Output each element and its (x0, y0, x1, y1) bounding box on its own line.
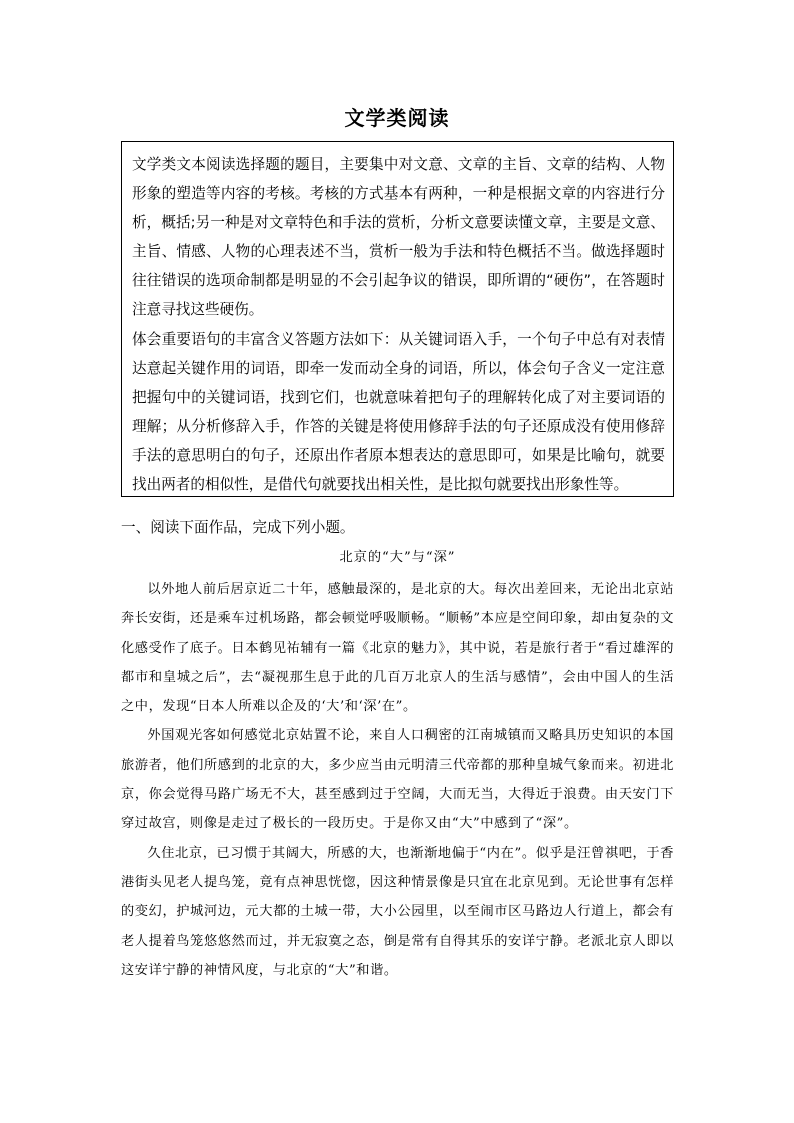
article-paragraph: 外国观光客如何感觉北京姑置不论，来自人口稠密的江南城镇而又略具历史知识的本国旅游者，他们所感到的北京的大，多少应当由元明清三代帝都的那种皇城气象而来。初进北京，你会觉得马路广场无不大，甚至感到过于空阔，大而无当，大得近于浪费。由天安门下穿过故宫，则像是走过了极长的一段历史。于是你又由“大”中感到了“深”。 (121, 728, 674, 832)
article (121, 545, 674, 985)
article-title: 北京的“大”与“深” (339, 550, 456, 565)
article-paragraph: 以外地人前后居京近二十年，感触最深的，是北京的大。每次出差回来，无论出北京站奔长安街，还是乘车过机场路，都会顿觉呼吸顺畅。“顺畅”本应是空间印象，却由复杂的文化感受作了底子。日本鹤见祐辅有一篇《北京的魅力》，其中说，若是旅行者于“看过雄浑的都市和皇城之后”，去“凝视那生息于此的几百万北京人的生活与感情”，会由中国人的生活之中，发现“日本人所难以企及的‘大’和‘深’在”。 (121, 582, 674, 715)
section-heading: 一、阅读下面作品，完成下列小题。 (121, 519, 355, 536)
article-paragraph: 久住北京，已习惯于其阔大，所感的大，也渐渐地偏于“内在”。似乎是汪曾祺吧，于香港街头见老人提鸟笼，竟有点神思恍惚，因这种情景像是只宜在北京见到。无论世事有怎样的变幻，护城河边，元大都的土城一带，大小公园里，以至闹市区马路边人行道上，都会有老人提着鸟笼悠悠然而过，并无寂寞之态，倒是常有自得其乐的安详宁静。老派北京人即以这安详宁静的神情风度，与北京的“大”和谐。 (121, 845, 674, 978)
intro-paragraph: 文学类文本阅读选择题的题目，主要集中对文意、文章的主旨、文章的结构、人物形象的塑造等内容的考核。考核的方式基本有两种，一种是根据文章的内容进行分析，概括;另一种是对文章特色和手法的赏析，分析文意要读懂文章，主要是文意、主旨、情感、人物的心理表述不当，赏析一般为手法和特色概括不当。做选择题时往往错误的选项命制都是明显的不会引起争议的错误，即所谓的“硬伤”，在答题时注意寻找这些硬伤。 (132, 156, 665, 319)
page-title: 文学类阅读 (344, 106, 450, 130)
intro-box (121, 141, 674, 497)
intro-paragraph: 体会重要语句的丰富含义答题方法如下：从关键词语入手，一个句子中总有对表情达意起关键作用的词语，即牵一发而动全身的词语，所以，体会句子含义一定注意把握句中的关键词语，找到它们，也就意味着把句子的理解转化成了对主要词语的理解；从分析修辞入手，作答的关键是将使用修辞手法的句子还原成没有使用修辞手法的意思明白的句子，还原出作者原本想表达的意思即可，如果是比喻句，就要找出两者的相似性，是借代句就要找出相关性，是比拟句就要找出形象性等。 (132, 330, 665, 494)
